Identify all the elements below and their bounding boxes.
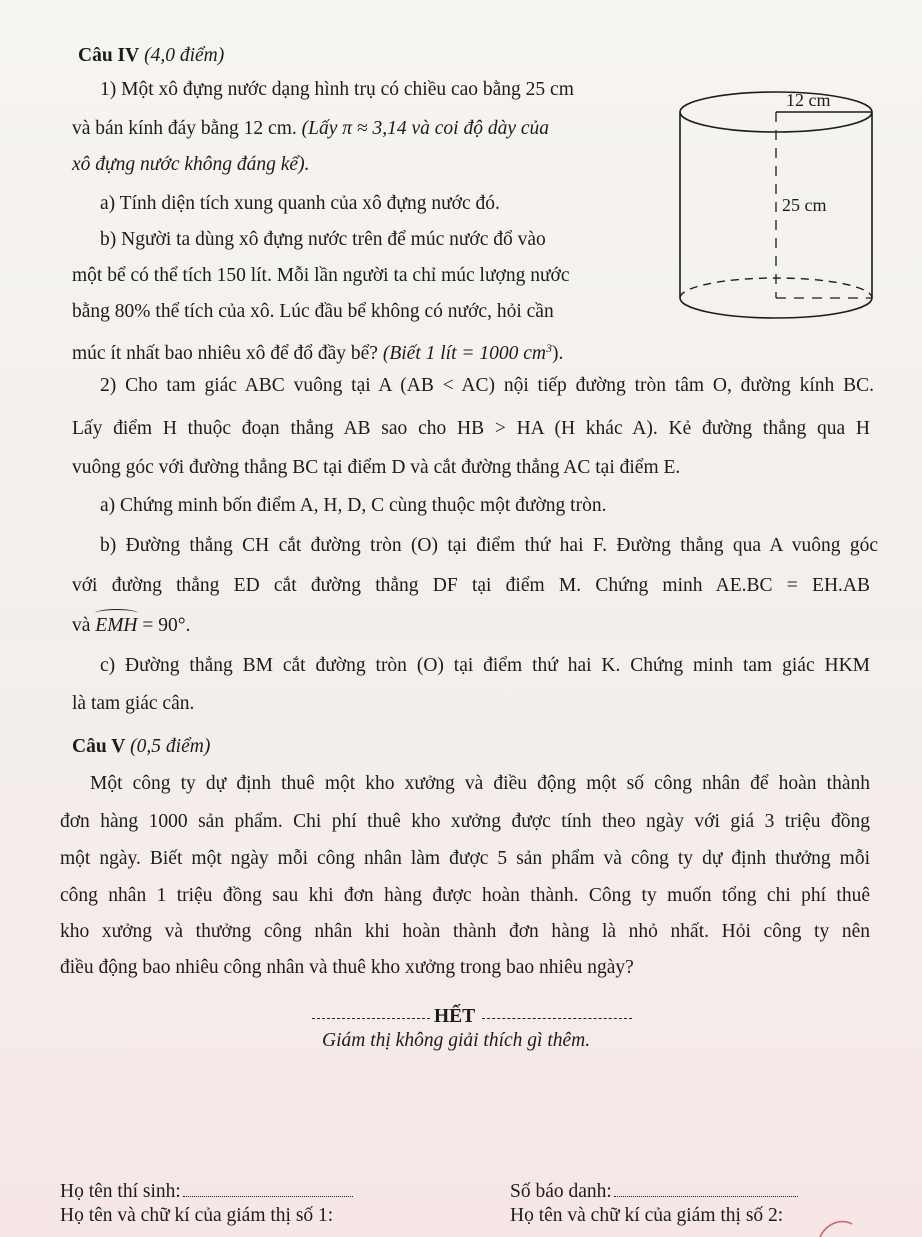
q4-part2-line2: Lấy điểm H thuộc đoạn thẳng AB sao cho HB > HA (H khác A). Kẻ đường thẳng qua H — [72, 418, 870, 439]
candidate-number-dots — [614, 1180, 798, 1197]
end-dash-left — [312, 1018, 430, 1019]
q4-part2b-line3: và EMH = 90°. — [72, 615, 191, 636]
q5-line6: điều động bao nhiêu công nhân và thuê kho xưởng trong bao nhiêu ngày? — [60, 957, 634, 978]
pen-stroke — [820, 1222, 852, 1237]
red-pen-mark — [800, 1210, 880, 1237]
supervisor-2-field: Họ tên và chữ kí của giám thị số 2: — [510, 1205, 784, 1226]
question-4-heading: Câu IV (4,0 điểm) — [78, 45, 225, 66]
q4-part2c-line1: c) Đường thẳng BM cắt đường tròn (O) tại điểm thứ hai K. Chứng minh tam giác HKM — [100, 655, 870, 676]
q4-part1b-line3: bằng 80% thể tích của xô. Lúc đầu bể không có nước, hỏi cần — [72, 301, 554, 322]
cylinder-bottom-front — [680, 298, 872, 318]
q4-part1-line1: 1) Một xô đựng nước dạng hình trụ có chiều cao bằng 25 cm — [100, 79, 574, 100]
q4-part1-line3: xô đựng nước không đáng kể). — [72, 154, 310, 175]
cylinder-figure — [668, 84, 888, 334]
q4-part1b-line2: một bể có thể tích 150 lít. Mỗi lần người ta chỉ múc lượng nước — [72, 265, 570, 286]
q4-part2-line3: vuông góc với đường thẳng BC tại điểm D và cắt đường thẳng AC tại điểm E. — [72, 457, 681, 478]
q4-part1b-line4: múc ít nhất bao nhiêu xô để đổ đầy bể? (Biết 1 lít = 1000 $cm^3$). — [72, 341, 564, 364]
q4-part2b-line2: với đường thẳng ED cắt đường thẳng DF tại điểm M. Chứng minh AE.BC = EH.AB — [72, 575, 870, 596]
height-label: 25 cm — [782, 195, 827, 215]
q5-line4: công nhân 1 triệu đồng sau khi đơn hàng được hoàn thành. Công ty muốn tổng chi phí thuê — [60, 885, 870, 906]
end-note: Giám thị không giải thích gì thêm. — [322, 1030, 591, 1051]
radius-label: 12 cm — [786, 90, 831, 110]
candidate-name-field: Họ tên thí sinh: — [60, 1180, 353, 1204]
q4-part2b-line1: b) Đường thẳng CH cắt đường tròn (O) tại điểm thứ hai F. Đường thẳng qua A vuông góc — [100, 535, 878, 556]
q5-line5: kho xưởng và thưởng công nhân khi hoàn thành đơn hàng là nhỏ nhất. Hỏi công ty nên — [60, 921, 870, 942]
q4-part1b-line1: b) Người ta dùng xô đựng nước trên để múc nước đổ vào — [100, 229, 546, 250]
angle-emh: EMH — [95, 615, 138, 636]
q5-line3: một ngày. Biết một ngày mỗi công nhân làm được 5 sản phẩm và công ty dự định thưởng mỗi — [60, 848, 870, 869]
supervisor-1-field: Họ tên và chữ kí của giám thị số 1: — [60, 1205, 334, 1226]
q5-line2: đơn hàng 1000 sản phẩm. Chi phí thuê kho xưởng được tính theo ngày với giá 3 triệu đồng — [60, 811, 870, 832]
end-dash-right — [482, 1018, 632, 1019]
q4-part1-line2: và bán kính đáy bằng 12 cm. (Lấy π ≈ 3,14 và coi độ dày của — [72, 118, 550, 139]
question-5-heading: Câu V (0,5 điểm) — [72, 736, 211, 757]
q5-line1: Một công ty dự định thuê một kho xưởng và điều động một số công nhân để hoàn thành — [90, 773, 870, 794]
candidate-name-dots — [183, 1180, 353, 1197]
q4-part2a: a) Chứng minh bốn điểm A, H, D, C cùng thuộc một đường tròn. — [100, 495, 607, 516]
q4-part1a: a) Tính diện tích xung quanh của xô đựng nước đó. — [100, 193, 500, 214]
candidate-number-field: Số báo danh: — [510, 1180, 798, 1204]
end-marker — [312, 1006, 632, 1030]
q4-part2c-line2: là tam giác cân. — [72, 693, 195, 714]
q4-part2-line1: 2) Cho tam giác ABC vuông tại A (AB < AC) nội tiếp đường tròn tâm O, đường kính BC. — [100, 375, 874, 396]
end-label: HẾT — [434, 1006, 476, 1027]
